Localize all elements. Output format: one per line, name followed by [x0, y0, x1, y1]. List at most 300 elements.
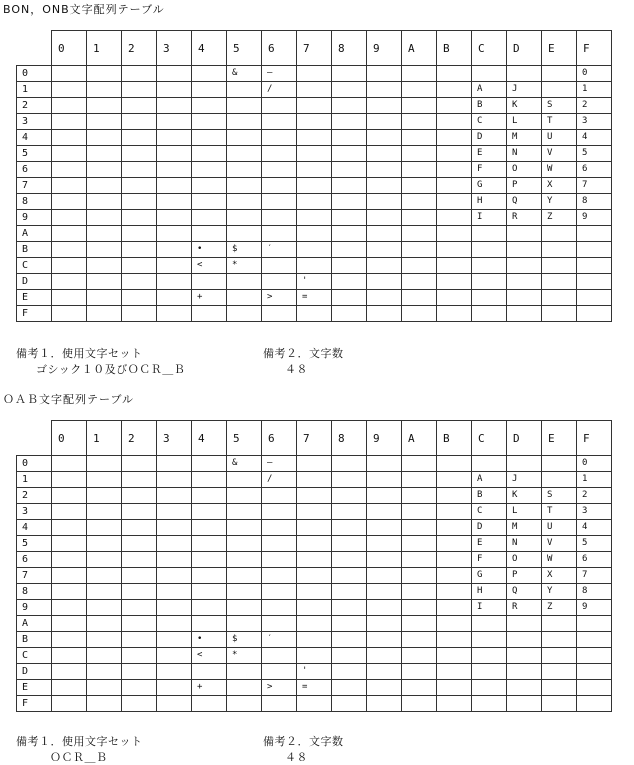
table-cell — [87, 584, 122, 600]
table-cell — [542, 82, 577, 98]
table-cell — [122, 504, 157, 520]
column-header: B — [437, 31, 472, 66]
table-cell — [472, 456, 507, 472]
table-cell — [262, 114, 297, 130]
table-cell — [157, 178, 192, 194]
table-cell — [52, 632, 87, 648]
table-cell — [367, 584, 402, 600]
table-cell — [227, 680, 262, 696]
table-cell — [542, 664, 577, 680]
table-cell — [542, 616, 577, 632]
table-cell — [577, 274, 612, 290]
table-cell — [157, 114, 192, 130]
table-cell: L — [507, 504, 542, 520]
table-cell — [122, 600, 157, 616]
table-cell — [52, 114, 87, 130]
table-cell — [402, 194, 437, 210]
table-cell — [402, 488, 437, 504]
row-label: 1 — [17, 82, 52, 98]
table-cell — [122, 552, 157, 568]
row-label: F — [17, 306, 52, 322]
table-cell — [87, 680, 122, 696]
table-cell — [577, 290, 612, 306]
table-cell — [437, 568, 472, 584]
row-label: 2 — [17, 488, 52, 504]
table-cell — [262, 616, 297, 632]
column-header: D — [507, 31, 542, 66]
table-cell — [332, 130, 367, 146]
table-cell — [157, 696, 192, 712]
table-cell — [402, 456, 437, 472]
table-cell — [367, 258, 402, 274]
table-cell — [402, 520, 437, 536]
table-cell — [437, 488, 472, 504]
table-cell — [332, 584, 367, 600]
table-cell — [122, 194, 157, 210]
table-cell — [87, 130, 122, 146]
table-cell: 8 — [577, 584, 612, 600]
table-cell — [157, 552, 192, 568]
table-cell — [542, 290, 577, 306]
table-cell — [52, 226, 87, 242]
table-cell — [297, 536, 332, 552]
table-cell: K — [507, 98, 542, 114]
table-cell — [402, 274, 437, 290]
table-cell — [192, 274, 227, 290]
column-header: E — [542, 31, 577, 66]
table-cell: + — [192, 680, 227, 696]
table-cell — [437, 146, 472, 162]
row-label: 8 — [17, 194, 52, 210]
section-bon-onb — [0, 0, 634, 380]
table-cell — [227, 114, 262, 130]
table-cell — [157, 616, 192, 632]
note1-label: 備考１．使用文字セット — [16, 735, 143, 748]
table-cell — [87, 274, 122, 290]
table-cell — [122, 258, 157, 274]
table-cell — [122, 66, 157, 82]
table-cell — [227, 472, 262, 488]
table-cell — [192, 210, 227, 226]
table-cell: 9 — [577, 600, 612, 616]
row-label: A — [17, 226, 52, 242]
table-cell: X — [542, 568, 577, 584]
table-row — [17, 456, 612, 472]
table-cell: A — [472, 82, 507, 98]
row-label: B — [17, 632, 52, 648]
table-cell: L — [507, 114, 542, 130]
table-cell — [157, 82, 192, 98]
table-cell: C — [472, 504, 507, 520]
table-cell — [87, 82, 122, 98]
table-cell — [227, 146, 262, 162]
table-cell: • — [192, 632, 227, 648]
table-cell — [332, 504, 367, 520]
table-row — [17, 536, 612, 552]
table-cell — [87, 600, 122, 616]
table-cell — [157, 194, 192, 210]
table-cell: F — [472, 162, 507, 178]
table-cell — [52, 274, 87, 290]
table-row — [17, 680, 612, 696]
table-row — [17, 274, 612, 290]
table-cell — [367, 696, 402, 712]
table-cell: 0 — [577, 456, 612, 472]
table-cell — [367, 664, 402, 680]
table-cell — [262, 306, 297, 322]
table-cell — [192, 226, 227, 242]
table-cell — [52, 504, 87, 520]
table-cell — [437, 616, 472, 632]
table-cell — [402, 82, 437, 98]
column-header: F — [577, 31, 612, 66]
table-cell — [192, 616, 227, 632]
table-cell: J — [507, 82, 542, 98]
table-cell — [297, 568, 332, 584]
row-label: 6 — [17, 552, 52, 568]
row-label: A — [17, 616, 52, 632]
table-cell — [122, 664, 157, 680]
table-cell — [157, 568, 192, 584]
table-cell — [52, 210, 87, 226]
table-cell — [577, 306, 612, 322]
column-header: 8 — [332, 421, 367, 456]
table-title: BON，ONB文字配列テーブル — [3, 3, 165, 16]
notes-right — [263, 345, 344, 376]
table-cell — [262, 258, 297, 274]
column-header-row — [17, 31, 612, 66]
table-cell — [577, 632, 612, 648]
table-cell — [437, 600, 472, 616]
table-cell: / — [262, 82, 297, 98]
table-cell — [297, 488, 332, 504]
table-cell — [332, 274, 367, 290]
table-cell — [157, 488, 192, 504]
table-cell: 0 — [577, 66, 612, 82]
table-cell — [87, 98, 122, 114]
table-cell — [157, 504, 192, 520]
row-label: B — [17, 242, 52, 258]
table-cell — [437, 98, 472, 114]
table-cell — [507, 456, 542, 472]
table-cell — [52, 536, 87, 552]
table-cell — [437, 472, 472, 488]
table-cell — [472, 66, 507, 82]
table-cell — [402, 584, 437, 600]
column-header: 4 — [192, 31, 227, 66]
table-cell — [367, 290, 402, 306]
table-cell — [157, 98, 192, 114]
table-cell — [227, 488, 262, 504]
table-cell — [367, 66, 402, 82]
table-cell — [367, 600, 402, 616]
table-cell — [297, 520, 332, 536]
table-cell — [157, 146, 192, 162]
table-cell — [227, 194, 262, 210]
table-cell — [227, 568, 262, 584]
table-cell — [87, 242, 122, 258]
table-cell — [402, 290, 437, 306]
table-cell: $ — [227, 242, 262, 258]
table-cell — [367, 616, 402, 632]
table-cell — [122, 520, 157, 536]
table-cell — [87, 536, 122, 552]
table-cell — [332, 680, 367, 696]
table-cell: T — [542, 114, 577, 130]
row-label: F — [17, 696, 52, 712]
table-cell: 7 — [577, 178, 612, 194]
table-cell — [122, 456, 157, 472]
table-cell — [157, 632, 192, 648]
table-cell — [367, 504, 402, 520]
table-cell — [87, 194, 122, 210]
row-label: 7 — [17, 178, 52, 194]
note2-label: 備考２．文字数 — [263, 735, 344, 748]
table-cell — [52, 162, 87, 178]
table-cell — [122, 696, 157, 712]
table-cell — [542, 472, 577, 488]
note2-value: ４８ — [285, 751, 308, 764]
table-cell — [402, 648, 437, 664]
table-cell: W — [542, 552, 577, 568]
table-cell — [507, 258, 542, 274]
column-header-row — [17, 421, 612, 456]
table-cell: R — [507, 600, 542, 616]
table-cell — [437, 82, 472, 98]
table-cell — [122, 98, 157, 114]
table-cell — [192, 306, 227, 322]
table-cell: – — [262, 66, 297, 82]
table-cell — [157, 130, 192, 146]
table-row — [17, 488, 612, 504]
table-cell — [332, 520, 367, 536]
table-cell — [367, 472, 402, 488]
table-cell — [157, 258, 192, 274]
table-cell — [332, 258, 367, 274]
table-cell — [402, 552, 437, 568]
table-cell — [87, 210, 122, 226]
table-cell — [367, 648, 402, 664]
character-table — [16, 420, 612, 712]
table-cell — [507, 274, 542, 290]
table-cell: 6 — [577, 162, 612, 178]
table-cell — [262, 146, 297, 162]
table-row — [17, 306, 612, 322]
table-cell — [332, 66, 367, 82]
table-cell — [87, 488, 122, 504]
table-cell — [402, 146, 437, 162]
table-cell — [157, 584, 192, 600]
table-cell — [227, 520, 262, 536]
table-cell: > — [262, 680, 297, 696]
table-cell — [122, 114, 157, 130]
column-header: 5 — [227, 421, 262, 456]
table-cell — [542, 632, 577, 648]
table-cell — [192, 696, 227, 712]
row-label: D — [17, 664, 52, 680]
table-cell — [192, 66, 227, 82]
table-cell — [297, 66, 332, 82]
table-cell — [367, 488, 402, 504]
row-label: 9 — [17, 600, 52, 616]
table-cell: * — [227, 648, 262, 664]
table-row — [17, 552, 612, 568]
table-cell — [227, 98, 262, 114]
table-cell — [87, 632, 122, 648]
row-label: 7 — [17, 568, 52, 584]
table-cell: Z — [542, 210, 577, 226]
table-cell — [227, 162, 262, 178]
table-cell — [402, 664, 437, 680]
table-cell: V — [542, 146, 577, 162]
table-cell: 5 — [577, 536, 612, 552]
table-cell — [262, 504, 297, 520]
table-cell — [332, 600, 367, 616]
table-cell — [367, 162, 402, 178]
table-cell — [157, 162, 192, 178]
table-cell — [192, 130, 227, 146]
table-cell — [262, 552, 297, 568]
table-cell — [507, 632, 542, 648]
column-header: 1 — [87, 421, 122, 456]
table-row — [17, 632, 612, 648]
table-cell: – — [262, 456, 297, 472]
column-header: 8 — [332, 31, 367, 66]
row-label: 5 — [17, 536, 52, 552]
table-cell — [122, 680, 157, 696]
table-cell: 2 — [577, 488, 612, 504]
column-header: E — [542, 421, 577, 456]
table-cell — [262, 194, 297, 210]
table-cell — [472, 696, 507, 712]
table-cell — [227, 210, 262, 226]
table-cell — [297, 306, 332, 322]
row-label: 9 — [17, 210, 52, 226]
table-cell — [192, 98, 227, 114]
table-cell: 2 — [577, 98, 612, 114]
table-cell — [52, 178, 87, 194]
table-cell — [472, 632, 507, 648]
table-cell — [472, 290, 507, 306]
table-cell — [157, 274, 192, 290]
table-cell — [157, 306, 192, 322]
table-cell — [122, 210, 157, 226]
table-row — [17, 82, 612, 98]
table-row — [17, 520, 612, 536]
column-header: 3 — [157, 31, 192, 66]
table-cell: • — [192, 242, 227, 258]
table-cell — [507, 696, 542, 712]
table-cell: 8 — [577, 194, 612, 210]
notes-right — [263, 733, 344, 764]
table-cell — [367, 178, 402, 194]
table-cell — [437, 504, 472, 520]
table-cell — [437, 456, 472, 472]
table-cell — [122, 632, 157, 648]
table-cell — [332, 290, 367, 306]
table-cell — [52, 194, 87, 210]
table-cell — [227, 696, 262, 712]
table-cell — [332, 306, 367, 322]
table-cell: O — [507, 552, 542, 568]
table-cell — [87, 66, 122, 82]
table-cell — [157, 536, 192, 552]
table-cell — [297, 258, 332, 274]
table-cell — [122, 274, 157, 290]
table-cell — [262, 568, 297, 584]
table-cell — [52, 242, 87, 258]
table-cell — [437, 648, 472, 664]
table-cell — [437, 178, 472, 194]
corner-cell — [17, 421, 52, 456]
table-cell — [367, 210, 402, 226]
row-label: C — [17, 258, 52, 274]
table-cell — [437, 66, 472, 82]
table-cell: P — [507, 178, 542, 194]
table-row — [17, 66, 612, 82]
table-cell — [192, 600, 227, 616]
table-cell — [472, 258, 507, 274]
table-cell — [52, 290, 87, 306]
table-cell — [87, 664, 122, 680]
table-cell — [402, 600, 437, 616]
table-cell — [157, 210, 192, 226]
table-cell — [577, 226, 612, 242]
table-cell — [367, 306, 402, 322]
table-cell — [262, 488, 297, 504]
column-header: 4 — [192, 421, 227, 456]
table-cell — [437, 664, 472, 680]
table-cell — [52, 696, 87, 712]
table-cell — [437, 584, 472, 600]
table-cell: > — [262, 290, 297, 306]
table-cell: N — [507, 536, 542, 552]
table-cell — [87, 520, 122, 536]
notes-left — [16, 345, 186, 376]
table-row — [17, 162, 612, 178]
table-cell: P — [507, 568, 542, 584]
table-cell — [367, 146, 402, 162]
table-cell — [332, 194, 367, 210]
table-cell — [437, 258, 472, 274]
table-cell — [507, 616, 542, 632]
row-label: 5 — [17, 146, 52, 162]
table-cell: J — [507, 472, 542, 488]
table-cell — [542, 306, 577, 322]
table-cell: 7 — [577, 568, 612, 584]
table-cell: K — [507, 488, 542, 504]
table-cell — [437, 226, 472, 242]
row-label: 4 — [17, 520, 52, 536]
table-cell — [332, 568, 367, 584]
table-cell — [577, 696, 612, 712]
table-cell: U — [542, 130, 577, 146]
table-cell — [402, 680, 437, 696]
table-cell — [367, 274, 402, 290]
table-cell — [262, 696, 297, 712]
table-cell — [437, 242, 472, 258]
column-header: 6 — [262, 31, 297, 66]
table-cell — [192, 488, 227, 504]
column-header: 7 — [297, 31, 332, 66]
table-cell: V — [542, 536, 577, 552]
table-cell: C — [472, 114, 507, 130]
table-cell — [87, 472, 122, 488]
table-cell — [122, 536, 157, 552]
table-cell — [192, 114, 227, 130]
table-cell: + — [192, 290, 227, 306]
table-cell — [332, 82, 367, 98]
